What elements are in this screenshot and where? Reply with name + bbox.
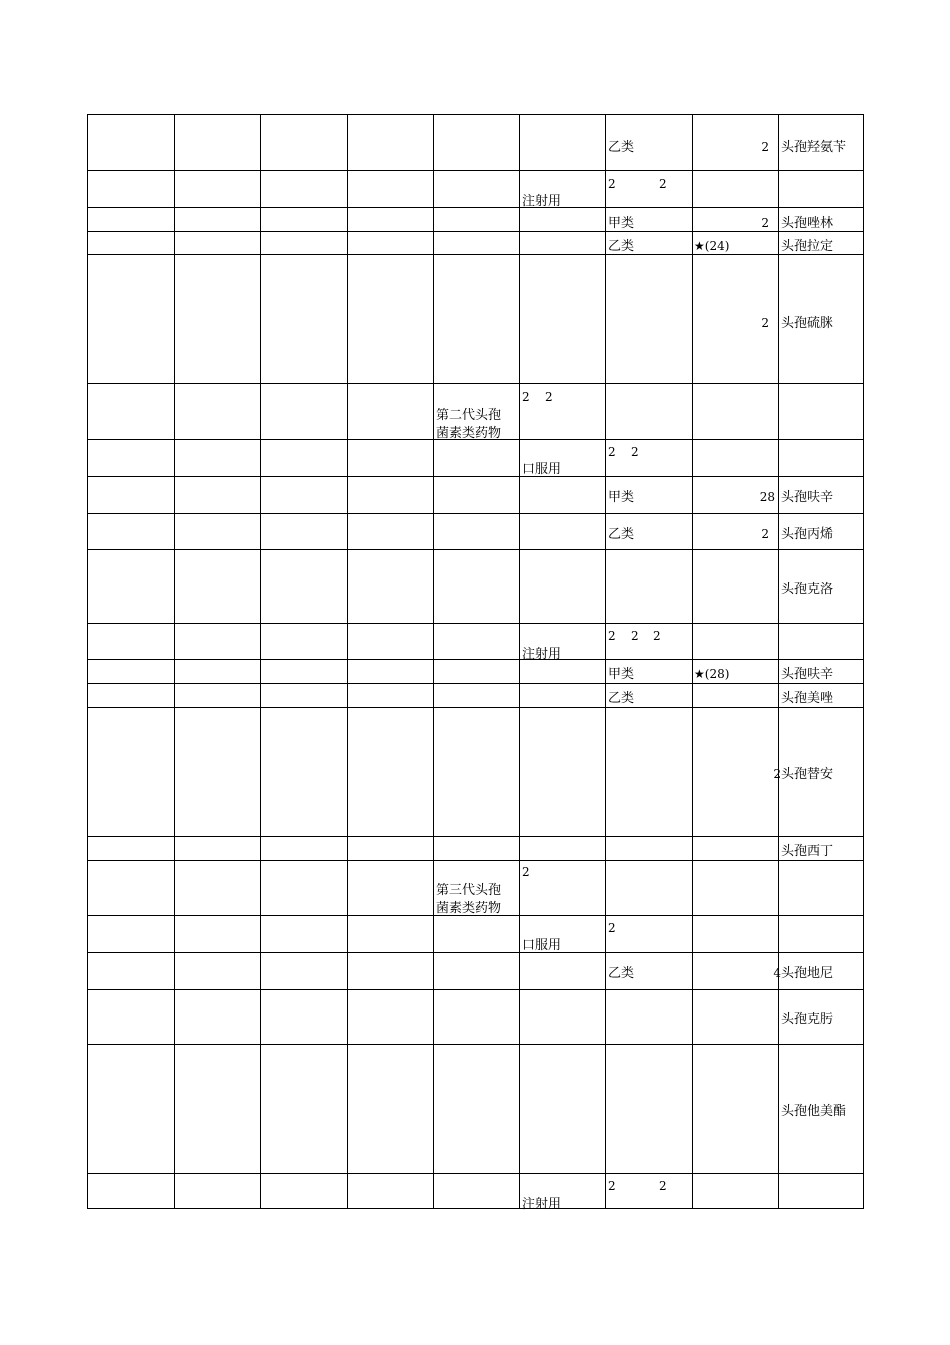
note-number: 2: [631, 445, 639, 459]
restriction-mark: ★(24): [694, 239, 730, 253]
row-divider: [88, 989, 863, 990]
drug-class: 菌素类药物: [436, 901, 502, 916]
note-number: 2: [773, 767, 781, 781]
note-number: 2: [608, 1179, 616, 1193]
insurance-category: 乙类: [608, 140, 635, 155]
dosage-form: 口服用: [522, 462, 562, 477]
drug-class: 菌素类药物: [436, 426, 502, 441]
row-divider: [88, 170, 863, 171]
drug-class: 第三代头孢: [436, 883, 502, 898]
note-number: 2: [659, 1179, 667, 1193]
note-number: 2: [761, 527, 769, 541]
row-divider: [88, 952, 863, 953]
drug-name: 头孢唑林: [781, 216, 834, 231]
dosage-form: 口服用: [522, 938, 562, 953]
note-number: 2: [653, 629, 661, 643]
insurance-category: 甲类: [608, 667, 635, 682]
note-number: 2: [608, 629, 616, 643]
row-divider: [88, 623, 863, 624]
drug-class: 第二代头孢: [436, 408, 502, 423]
note-number: 2: [608, 921, 616, 935]
note-number: 2: [631, 629, 639, 643]
row-divider: [88, 513, 863, 514]
row-divider: [88, 683, 863, 684]
dosage-form: 注射用: [522, 647, 562, 662]
row-divider: [88, 383, 863, 384]
note-number: 2: [659, 177, 667, 191]
note-number: 4: [773, 966, 781, 980]
insurance-category: 乙类: [608, 691, 635, 706]
drug-name: 头孢美唑: [781, 691, 834, 706]
note-number: 2: [761, 316, 769, 330]
drug-name: 头孢西丁: [781, 844, 834, 859]
row-divider: [88, 549, 863, 550]
note-number: 2: [522, 390, 530, 404]
row-divider: [88, 1044, 863, 1045]
drug-name: 头孢克肟: [781, 1012, 834, 1027]
note-number: 2: [761, 140, 769, 154]
note-number: 2: [522, 865, 530, 879]
drug-name: 头孢地尼: [781, 966, 834, 981]
row-divider: [88, 836, 863, 837]
drug-name: 头孢克洛: [781, 582, 834, 597]
note-number: 2: [761, 216, 769, 230]
drug-name: 头孢替安: [781, 767, 834, 782]
insurance-category: 甲类: [608, 216, 635, 231]
dosage-form: 注射用: [522, 194, 562, 209]
spreadsheet-grid: [87, 114, 864, 1212]
row-divider: [88, 207, 863, 208]
row-divider: [88, 254, 863, 255]
insurance-category: 乙类: [608, 966, 635, 981]
row-divider: [88, 476, 863, 477]
insurance-category: 甲类: [608, 490, 635, 505]
insurance-category: 乙类: [608, 239, 635, 254]
row-divider: [88, 1173, 863, 1174]
note-number: 2: [545, 390, 553, 404]
drug-name: 头孢他美酯: [781, 1104, 847, 1119]
restriction-mark: ★(28): [694, 667, 730, 681]
drug-name: 头孢呋辛: [781, 667, 834, 682]
row-divider: [88, 659, 863, 660]
note-number: 2: [608, 177, 616, 191]
drug-name: 头孢丙烯: [781, 527, 834, 542]
row-divider: [88, 860, 863, 861]
note-number: 2: [608, 445, 616, 459]
insurance-category: 乙类: [608, 527, 635, 542]
drug-name: 头孢拉定: [781, 239, 834, 254]
note-number: 28: [759, 490, 775, 504]
dosage-form: 注射用: [522, 1197, 562, 1212]
row-divider: [88, 707, 863, 708]
drug-name: 头孢呋辛: [781, 490, 834, 505]
drug-name: 头孢硫脒: [781, 316, 834, 331]
drug-name: 头孢羟氨苄: [781, 140, 847, 155]
